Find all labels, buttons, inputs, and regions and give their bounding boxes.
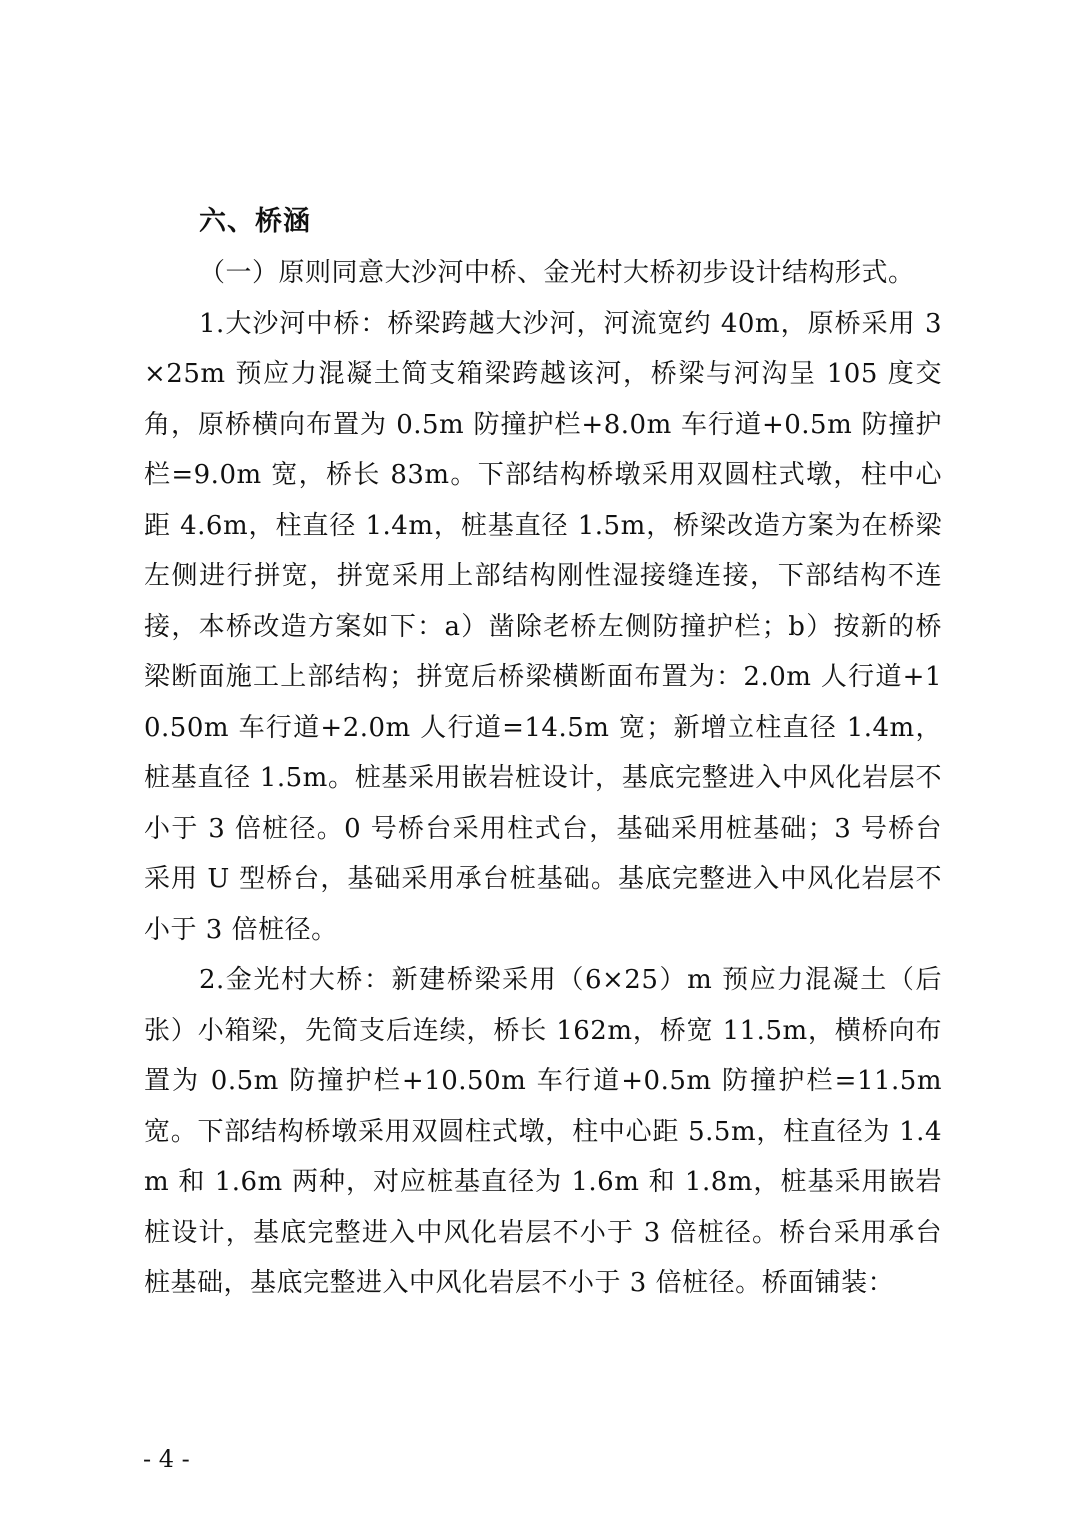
paragraph-dashahe-bridge: 1.大沙河中桥：桥梁跨越大沙河，河流宽约 40m，原桥采用 3×25m 预应力混凝土简支箱梁跨越该河，桥梁与河沟呈 105 度交角，原桥横向布置为 0.5m 防撞护栏+8.0m 车行道+0.5m 防撞护栏=9.0m 宽，桥长 83m。下部结构桥墩采用双圆柱式墩，柱中心距 4.6m，柱直径 1.4m，桩基直径 1.5m，桥梁改造方案为在桥梁左侧进行拼宽，拼宽采用上部结构刚性湿接缝连接，下部结构不连接，本桥改造方案如下：a）凿除老桥左侧防撞护栏；b）按新的桥梁断面施工上部结构；拼宽后桥梁横断面布置为：2.0m 人行道+10.50m 车行道+2.0m 人行道=14.5m 宽；新增立柱直径 1.4m，桩基直径 1.5m。桩基采用嵌岩桩设计，基底完整进入中风化岩层不小于 3 倍桩径。0 号桥台采用柱式台，基础采用桩基础；3 号桥台采用 U 型桥台，基础采用承台桩基础。基底完整进入中风化岩层不小于 3 倍桩径。: [144, 308, 942, 945]
page-number: - 4 -: [143, 1445, 190, 1473]
body-text: [144, 248, 942, 1309]
section-heading: 六、桥涵: [199, 206, 311, 237]
paragraph-jinguangcun-bridge: 2.金光村大桥：新建桥梁采用（6×25）m 预应力混凝土（后张）小箱梁，先简支后连续，桥长 162m，桥宽 11.5m，横桥向布置为 0.5m 防撞护栏+10.50m 车行道+0.5m 防撞护栏=11.5m 宽。下部结构桥墩采用双圆柱式墩，柱中心距 5.5m，柱直径为 1.4m 和 1.6m 两种，对应桩基直径为 1.6m 和 1.8m，桩基采用嵌岩桩设计，基底完整进入中风化岩层不小于 3 倍桩径。桥台采用承台桩基础，基底完整进入中风化岩层不小于 3 倍桩径。桥面铺装：: [144, 965, 942, 1298]
paragraph-principle: （一）原则同意大沙河中桥、金光村大桥初步设计结构形式。: [199, 258, 915, 288]
